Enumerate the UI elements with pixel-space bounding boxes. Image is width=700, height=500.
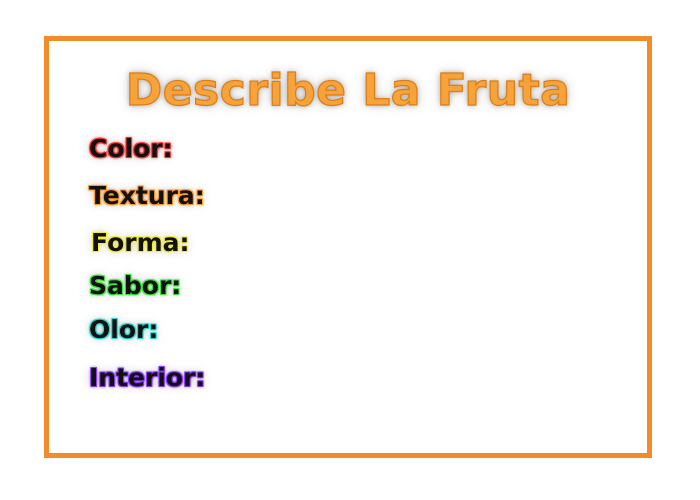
label-textura: Textura: (89, 181, 205, 210)
label-color: Color: (89, 134, 173, 163)
label-sabor: Sabor: (89, 271, 182, 300)
label-olor: Olor: (89, 315, 159, 344)
worksheet-frame (44, 36, 652, 458)
label-interior: Interior: (89, 363, 206, 392)
worksheet-title: Describe La Fruta (125, 65, 571, 116)
label-forma: Forma: (91, 228, 190, 257)
